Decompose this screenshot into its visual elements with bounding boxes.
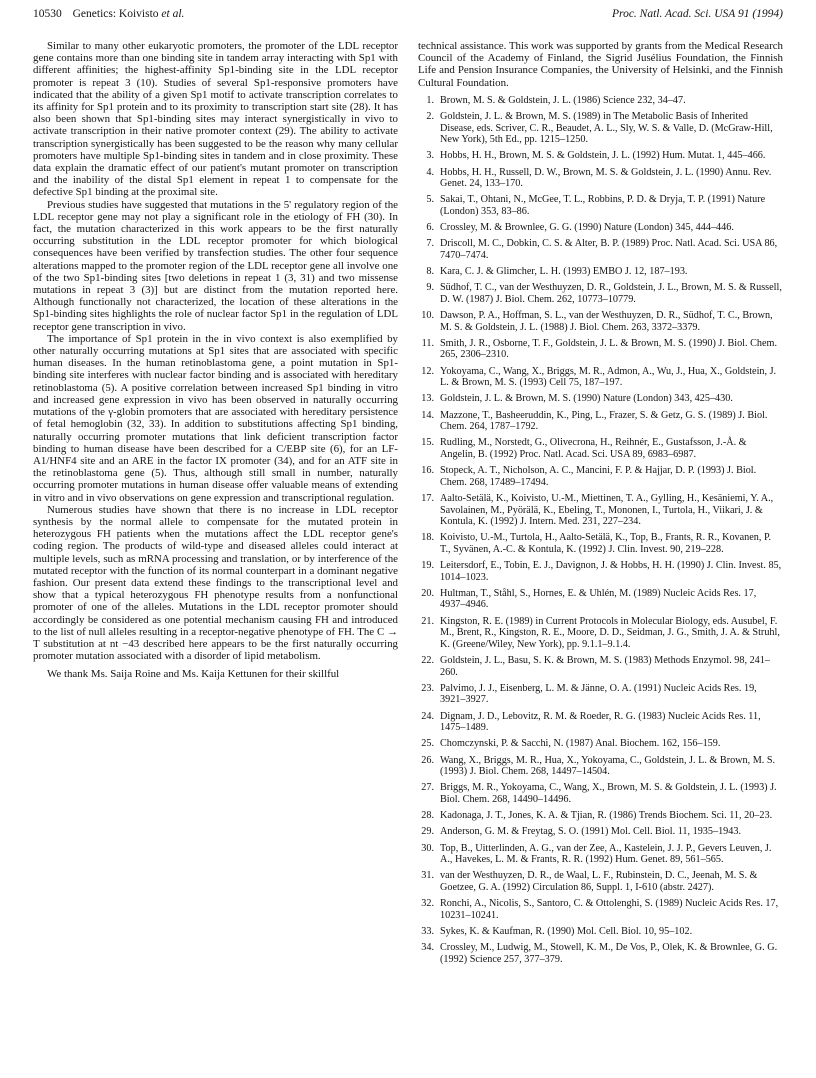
reference-item xyxy=(418,95,783,107)
right-column xyxy=(418,40,783,970)
reference-item xyxy=(418,338,783,361)
body-paragraph: The importance of Sp1 protein in the in vivo context is also exemplified by other naturally occurring mutations at Sp1 sites that are associated with specific human diseases. In the human retinoblastoma gene, a point mutation in Sp1-binding site interferes with nuclear factor binding and is associated with hereditary retinoblastoma (5). A positive correlation between increased Sp1 binding in vitro and increased gene expression in vivo has been observed in naturally occurring mutations of the γ-globin promoters that are associated with hereditary persistence of fetal hemoglobin (32, 33). In addition to substitutions affecting Sp1 binding, naturally occurring promoter mutations that link deficient transcription factor binding to human disease have been described for a C/EBP site (6), for an LF-A1/HNF4 site and an ARE in the factor IX promoter (34), and for an ATF site in the retinoblastoma gene (5). Thus, although still small in number, naturally occurring promoter mutations in human disease offer valuable means of extending in vitro and in vivo observations on gene expression and transcriptional regulation. xyxy=(33,332,398,504)
reference-item xyxy=(418,755,783,778)
reference-item xyxy=(418,310,783,333)
reference-text: Chomczynski, P. & Sacchi, N. (1987) Anal. Biochem. 162, 156–159. xyxy=(440,738,721,750)
reference-item xyxy=(418,266,783,278)
reference-number: 8. xyxy=(426,266,434,278)
body-paragraph: Numerous studies have shown that there is no increase in LDL receptor synthesis by the normal allele to compensate for the mutated protein in heterozygous FH patients when the mutations affect the LDL receptor gene's coding region. The products of wild-type and diseased alleles could interact at multiple levels, such as mRNA processing and translation, or by interference of the mutated receptor with the function of its normal counterpart in a dominant negative fashion. Our present data extend these findings to the transcriptional level and show that a typical heterozygous FH phenotype results from a nonfunctional promoter of one of the alleles. Mutations in the LDL receptor promoter should accordingly be considered as one potential mechanism causing FH and introduced to the list of null alleles resulting in a receptor-negative phenotype of FH. The C → T substitution at nt −43 described here appears to be the first naturally occurring promoter mutation associated with a disorder of lipid metabolism. xyxy=(33,503,398,663)
reference-number: 6. xyxy=(426,222,434,234)
reference-number: 1. xyxy=(426,94,434,106)
reference-item xyxy=(418,942,783,965)
et-al: et al. xyxy=(161,8,185,20)
reference-text: Kingston, R. E. (1989) in Current Protocols in Molecular Biology, eds. Ausubel, F. M., Brent, R., Kingston, R. E., Moore, D. D., Seidman, J. G., Smith, J. A. & Struhl, K. (Greene/Wiley, New York), pp. 9.1.1–9.1.4. xyxy=(440,615,780,650)
reference-text: Dawson, P. A., Hoffman, S. L., van der Westhuyzen, D. R., Südhof, T. C., Brown, M. S. & Goldstein, J. L. (1988) J. Biol. Chem. 263, 3372–3379. xyxy=(440,310,773,333)
reference-item xyxy=(418,493,783,528)
reference-item xyxy=(418,393,783,405)
reference-text: Sakai, T., Ohtani, N., McGee, T. L., Robbins, P. D. & Dryja, T. P. (1991) Nature (London) 353, 83–86. xyxy=(440,194,766,217)
reference-number: 4. xyxy=(426,166,434,178)
reference-text: Brown, M. S. & Goldstein, J. L. (1986) Science 232, 34–47. xyxy=(440,94,686,106)
reference-item xyxy=(418,588,783,611)
reference-number: 12. xyxy=(421,365,434,377)
reference-number: 23. xyxy=(421,682,434,694)
reference-item xyxy=(418,222,783,234)
reference-number: 11. xyxy=(421,337,434,349)
reference-item xyxy=(418,926,783,938)
reference-item xyxy=(418,870,783,893)
reference-number: 32. xyxy=(421,898,434,910)
reference-item xyxy=(418,465,783,488)
reference-item xyxy=(418,437,783,460)
reference-text: Briggs, M. R., Yokoyama, C., Wang, X., Brown, M. S. & Goldstein, J. L. (1993) J. Biol. Chem. 268, 14490–14496. xyxy=(440,782,777,805)
reference-text: Hobbs, H. H., Russell, D. W., Brown, M. S. & Goldstein, J. L. (1990) Annu. Rev. Genet. 24, 133–170. xyxy=(440,166,772,190)
reference-item xyxy=(418,782,783,805)
reference-item xyxy=(418,366,783,389)
reference-text: Anderson, G. M. & Freytag, S. O. (1991) Mol. Cell. Biol. 11, 1935–1943. xyxy=(440,826,741,838)
reference-text: Yokoyama, C., Wang, X., Briggs, M. R., Admon, A., Wu, J., Hua, X., Goldstein, J. L. & Brown, M. S. (1993) Cell 75, 187–197. xyxy=(440,365,777,389)
reference-text: Aalto-Setälä, K., Koivisto, U.-M., Miettinen, T. A., Gylling, H., Kesäniemi, Y. A., Savolainen, M., Pyörälä, K., Ebeling, T., Mononen, I., Turtola, H., Viikari, J. & Kontula, K. (1992) J. Intern. Med. 231, 227–234. xyxy=(440,492,774,528)
reference-number: 24. xyxy=(421,710,434,722)
reference-text: Top, B., Uitterlinden, A. G., van der Zee, A., Kastelein, J. J. P., Gevers Leuven, J. A., Havekes, L. M. & Frants, R. R. (1992) Hum. Genet. 89, 561–565. xyxy=(440,842,772,866)
reference-text: Südhof, T. C., van der Westhuyzen, D. R., Goldstein, J. L., Brown, M. S. & Russell, D. W. (1987) J. Biol. Chem. 262, 10773–10779. xyxy=(440,282,782,305)
body-paragraph: Previous studies have suggested that mutations in the 5' regulatory region of the LDL receptor gene may not play a significant role in the etiology of FH (30). In fact, the mutation characterized in this work appears to be the first naturally occurring substitution in the LDL receptor promoter for which biological consequences have been verified by transfection studies. The other four sequence alterations mapped to the promoter region of the LDL receptor gene all involve one of the two Sp1-binding sites [two deletions in repeat 1 (3, 31) and two missense mutations in repeat 3 (3)] but are distinct from the mutation reported here. Although functionally not characterized, the location of these alterations in the Sp1-binding sites highlights the role of nuclear factor Sp1 in the regulation of LDL receptor gene transcription in vivo. xyxy=(33,198,398,333)
reference-item xyxy=(418,194,783,217)
reference-text: Kara, C. J. & Glimcher, L. H. (1993) EMBO J. 12, 187–193. xyxy=(440,266,688,278)
reference-text: Wang, X., Briggs, M. R., Hua, X., Yokoyama, C., Goldstein, J. L. & Brown, M. S. (1993) J. Biol. Chem. 268, 14497–14504. xyxy=(440,754,776,778)
running-head-left xyxy=(33,8,184,20)
reference-number: 30. xyxy=(421,842,434,854)
reference-number: 33. xyxy=(421,925,434,937)
reference-number: 2. xyxy=(426,111,434,122)
reference-number: 19. xyxy=(421,560,434,572)
reference-text: Driscoll, M. C., Dobkin, C. S. & Alter, B. P. (1989) Proc. Natl. Acad. Sci. USA 86, 7470–7474. xyxy=(440,238,778,261)
reference-list xyxy=(418,95,783,965)
reference-number: 29. xyxy=(421,826,434,838)
reference-item xyxy=(418,282,783,305)
reference-number: 3. xyxy=(426,150,434,162)
reference-number: 15. xyxy=(421,437,434,449)
reference-text: Kadonaga, J. T., Jones, K. A. & Tjian, R. (1986) Trends Biochem. Sci. 11, 20–23. xyxy=(440,810,773,822)
reference-item xyxy=(418,655,783,678)
reference-item xyxy=(418,560,783,583)
reference-text: Mazzone, T., Basheeruddin, K., Ping, L., Frazer, S. & Getz, G. S. (1989) J. Biol. Chem. 264, 1787–1792. xyxy=(440,409,768,433)
reference-text: Stopeck, A. T., Nicholson, A. C., Mancini, F. P. & Hajjar, D. P. (1993) J. Biol. Chem. 268, 17489–17494. xyxy=(440,465,757,488)
reference-text: Palvimo, J. J., Eisenberg, L. M. & Jänne, O. A. (1991) Nucleic Acids Res. 19, 3921–3927. xyxy=(440,682,757,706)
reference-item xyxy=(418,111,783,146)
reference-number: 13. xyxy=(421,393,434,405)
reference-number: 22. xyxy=(421,655,434,667)
reference-number: 17. xyxy=(421,492,434,504)
reference-text: Koivisto, U.-M., Turtola, H., Aalto-Setälä, K., Top, B., Frants, R. R., Kovanen, P. T., Syvänen, A.-C. & Kontula, K. (1992) J. Clin. Invest. 90, 219–228. xyxy=(440,532,772,555)
reference-item xyxy=(418,738,783,750)
reference-text: Goldstein, J. L., Basu, S. K. & Brown, M. S. (1983) Methods Enzymol. 98, 241–260. xyxy=(440,655,770,678)
body-paragraph: Similar to many other eukaryotic promoters, the promoter of the LDL receptor gene contains more than one binding site in tandem array interacting with Sp1 with different affinities; the highest-affinity Sp1-binding site in the LDL receptor promoter is repeat 3 (10). Studies of several Sp1-responsive promoters have indicated that the ability of a given Sp1 motif to activate transcription correlates to its affinity for Sp1 protein and to its proximity to transcription start site (28). It has also been shown that Sp1-binding sites may interact synergistically in vivo to activate transcription in their native promoter context (29). The ability to activate transcription synergistically has been suggested to be the reason why many cellular promoters have multiple Sp1-binding sites in tandem and in close proximity. These data explain the dramatic effect of our patient's mutant promoter on transcription and the inability of the distal Sp1 element in repeat 1 to compensate for the defective Sp1 binding at the proximal site. xyxy=(33,40,398,199)
reference-number: 34. xyxy=(421,942,434,954)
reference-text: Sykes, K. & Kaufman, R. (1990) Mol. Cell. Biol. 10, 95–102. xyxy=(440,925,693,937)
reference-number: 18. xyxy=(421,532,434,544)
reference-number: 14. xyxy=(421,409,434,421)
reference-item xyxy=(418,532,783,555)
reference-number: 25. xyxy=(421,738,434,750)
reference-number: 27. xyxy=(421,782,434,794)
section-label: Genetics: Koivisto xyxy=(72,8,159,20)
reference-item xyxy=(418,616,783,651)
reference-item xyxy=(418,410,783,433)
reference-text: Ronchi, A., Nicolis, S., Santoro, C. & Ottolenghi, S. (1989) Nucleic Acids Res. 17, 10231–10241. xyxy=(440,898,779,921)
reference-text: Goldstein, J. L. & Brown, M. S. (1989) in The Metabolic Basis of Inherited Disease, eds. Scriver, C. R., Beaudet, A. L., Sly, W. S. & Valle, D. (McGraw-Hill, New York), 5th Ed., pp. 1215–1250. xyxy=(440,111,773,146)
reference-text: Crossley, M., Ludwig, M., Stowell, K. M., De Vos, P., Olek, K. & Brownlee, G. G. (1992) Science 257, 377–379. xyxy=(440,942,778,965)
reference-text: Leitersdorf, E., Tobin, E. J., Davignon, J. & Hobbs, H. H. (1990) J. Clin. Invest. 85, 1014–1023. xyxy=(440,560,782,583)
reference-number: 7. xyxy=(426,238,434,250)
reference-number: 16. xyxy=(421,465,434,477)
reference-text: Rudling, M., Norstedt, G., Olivecrona, H., Reihnér, E., Gustafsson, J.-Å. & Angelin, B. (1992) Proc. Natl. Acad. Sci. USA 89, 6983–6987. xyxy=(440,437,747,460)
page-header xyxy=(33,8,783,24)
reference-number: 21. xyxy=(421,615,434,627)
reference-number: 20. xyxy=(421,587,434,599)
reference-text: Crossley, M. & Brownlee, G. G. (1990) Nature (London) 345, 444–446. xyxy=(440,222,734,234)
reference-item xyxy=(418,898,783,921)
acknowledgment-text: technical assistance. This work was supported by grants from the Medical Research Council of the Academy of Finland, the Sigrid Jusélius Foundation, the Finnish Life and Pension Insurance Companies, the University of Helsinki, and the Finnish Cultural Foundation. xyxy=(418,40,783,89)
reference-item xyxy=(418,167,783,190)
reference-text: Smith, J. R., Osborne, T. F., Goldstein, J. L. & Brown, M. S. (1990) J. Biol. Chem. 265, 2306–2310. xyxy=(440,337,777,361)
reference-number: 26. xyxy=(421,754,434,766)
reference-number: 5. xyxy=(426,194,434,206)
reference-item xyxy=(418,150,783,162)
reference-item xyxy=(418,683,783,706)
reference-number: 10. xyxy=(421,310,434,322)
acknowledgment-start: We thank Ms. Saija Roine and Ms. Kaija Kettunen for their skillful xyxy=(47,668,340,681)
reference-item xyxy=(418,843,783,866)
reference-item xyxy=(418,826,783,838)
reference-text: van der Westhuyzen, D. R., de Waal, L. F., Rubinstein, D. C., Jeenah, M. S. & Goetzee, G. A. (1992) Circulation 86, Suppl. 1, I-610 (abstr. 2427). xyxy=(440,870,758,893)
page-number: 10530 xyxy=(33,8,62,20)
reference-text: Hobbs, H. H., Brown, M. S. & Goldstein, J. L. (1992) Hum. Mutat. 1, 445–466. xyxy=(440,150,766,162)
reference-text: Hultman, T., Ståhl, S., Hornes, E. & Uhlén, M. (1989) Nucleic Acids Res. 17, 4937–4946. xyxy=(440,587,757,611)
reference-item xyxy=(418,711,783,734)
reference-item xyxy=(418,810,783,822)
reference-text: Dignam, J. D., Lebovitz, R. M. & Roeder, R. G. (1983) Nucleic Acids Res. 11, 1475–1489. xyxy=(440,710,761,734)
reference-number: 31. xyxy=(421,870,434,882)
reference-number: 9. xyxy=(426,282,434,294)
reference-item xyxy=(418,238,783,261)
journal-citation: Proc. Natl. Acad. Sci. USA 91 (1994) xyxy=(612,8,783,20)
reference-text: Goldstein, J. L. & Brown, M. S. (1990) Nature (London) 343, 425–430. xyxy=(440,393,733,405)
left-column xyxy=(33,40,398,681)
reference-number: 28. xyxy=(421,810,434,822)
